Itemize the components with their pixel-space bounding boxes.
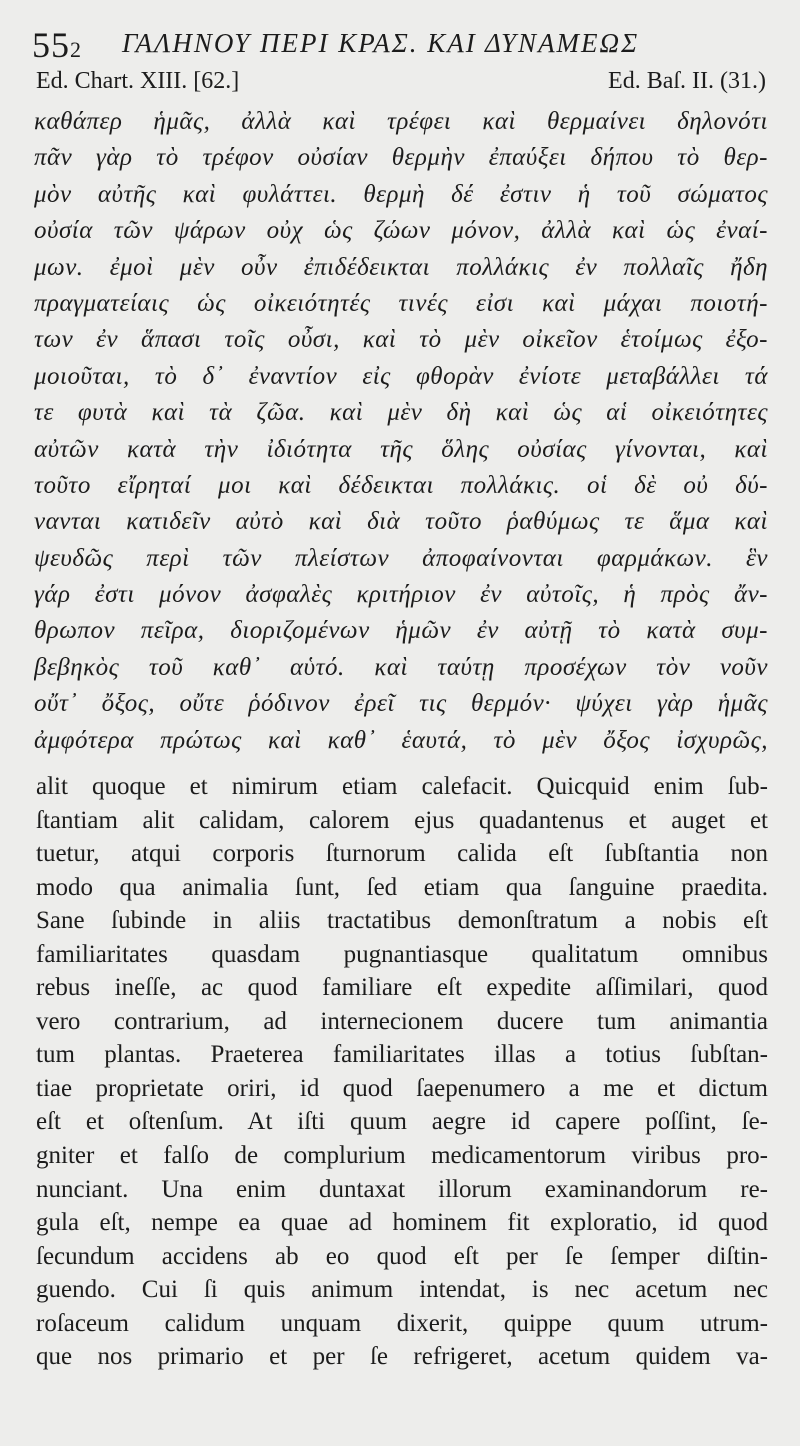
greek-line: θρωπον πεῖρα, διοριζομένων ἡμῶν ἐν αὐτῇ τὸ κατὰ συμ- xyxy=(34,617,768,645)
greek-line: γάρ ἐστι μόνον ἀσφαλὲς κριτήριον ἐν αὐτοῖς, ἡ πρὸς ἄν- xyxy=(34,581,768,609)
greek-line: πραγματείαις ὡς οἰκειότητές τινές εἰσι καὶ μάχαι ποιοτή- xyxy=(34,289,768,317)
edition-chartier-ref: Ed. Chart. XIII. [62.] xyxy=(36,68,240,94)
latin-line: que nos primario et per ſe refrigeret, acetum quidem va- xyxy=(36,1343,768,1371)
greek-line: καθάπερ ἡμᾶς, ἀλλὰ καὶ τρέφει καὶ θερμαίνει δηλονότι xyxy=(34,108,768,135)
greek-line: μὸν αὐτῆς καὶ φυλάττει. θερμὴ δέ ἐστιν ἡ τοῦ σώματος xyxy=(34,180,768,208)
greek-line: ψευδῶς περὶ τῶν πλείστων ἀποφαίνονται φαρμάκων. ἓν xyxy=(34,544,768,572)
greek-line: ἀμφότερα πρώτως καὶ καθ᾽ ἑαυτά, τὸ μὲν ὄξος ἰσχυρῶς, xyxy=(34,726,768,754)
latin-line: alit quoque et nimirum etiam calefacit. Quicquid enim ſub- xyxy=(36,773,768,800)
greek-line: μων. ἐμοὶ μὲν οὖν ἐπιδέδεικται πολλάκις ἐν πολλαῖς ἤδη xyxy=(34,253,768,281)
latin-line: eſt et oſtenſum. At iſti quum aegre id capere poſſint, ſe- xyxy=(36,1108,768,1136)
greek-text-block xyxy=(34,104,768,759)
latin-line: roſaceum calidum unquam dixerit, quippe quum utrum- xyxy=(36,1309,768,1337)
running-title: ΓΑΛΗΝΟΥ ΠΕΡΙ ΚΡΑΣ. ΚΑΙ ΔΥΝΑΜΕΩΣ xyxy=(122,28,640,58)
latin-line: familiaritates quasdam pugnantiasque qualitatum omnibus xyxy=(36,940,768,968)
greek-line: οὔτ᾽ ὄξος, οὔτε ῥόδινον ἐρεῖ τις θερμόν· ψύχει γὰρ ἡμᾶς xyxy=(34,690,768,718)
greek-line: αὐτῶν κατὰ τὴν ἰδιότητα τῆς ὅλης οὐσίας γίνονται, καὶ xyxy=(34,435,768,463)
greek-line: τε φυτὰ καὶ τὰ ζῶα. καὶ μὲν δὴ καὶ ὡς αἱ οἰκειότητες xyxy=(34,399,768,427)
page-number xyxy=(32,24,82,66)
greek-line: νανται κατιδεῖν αὐτὸ καὶ διὰ τοῦτο ῥαθύμως τε ἅμα καὶ xyxy=(34,508,768,536)
edition-basel-ref: Ed. Baſ. II. (31.) xyxy=(608,68,766,94)
latin-line: gniter et falſo de complurium medicamentorum viribus pro- xyxy=(36,1142,768,1170)
greek-line: μοιοῦται, τὸ δ᾽ ἐναντίον εἰς φθορὰν ἐνίοτε μεταβάλλει τά xyxy=(34,362,768,390)
greek-line: τοῦτο εἴρηταί μοι καὶ δέδεικται πολλάκις. οἱ δὲ οὐ δύ- xyxy=(34,471,768,499)
latin-line: rebus ineſſe, ac quod familiare eſt expedite aſſimilari, quod xyxy=(36,974,768,1002)
page-number-main: 55 xyxy=(32,25,70,65)
latin-line: ſtantiam alit calidam, calorem ejus quadantenus et auget et xyxy=(36,806,768,834)
latin-line: guendo. Cui ſi quis animum intendat, is nec acetum nec xyxy=(36,1276,768,1304)
greek-line: οὐσία τῶν ψάρων οὐχ ὡς ζώων μόνον, ἀλλὰ καὶ ὡς ἐναί- xyxy=(34,217,768,245)
latin-text-block xyxy=(36,770,768,1374)
page-number-sub: 2 xyxy=(70,37,82,62)
latin-line: nunciant. Una enim duntaxat illorum examinandorum re- xyxy=(36,1175,768,1203)
running-head xyxy=(30,18,770,68)
latin-line: tuetur, atqui corporis ſturnorum calida eſt ſubſtantia non xyxy=(36,840,768,868)
edition-references xyxy=(36,68,766,100)
latin-line: ſecundum accidens ab eo quod eſt per ſe ſemper diſtin- xyxy=(36,1242,768,1270)
latin-line: gula eſt, nempe ea quae ad hominem fit exploratio, id quod xyxy=(36,1209,768,1237)
latin-line: Sane ſubinde in aliis tractatibus demonſtratum a nobis eſt xyxy=(36,907,768,935)
latin-line: tiae proprietate oriri, id quod ſaepenumero a me et dictum xyxy=(36,1074,768,1102)
greek-line: βεβηκὸς τοῦ καθ᾽ αὑτό. καὶ ταύτῃ προσέχων τὸν νοῦν xyxy=(34,653,768,681)
latin-line: tum plantas. Praeterea familiaritates illas a totius ſubſtan- xyxy=(36,1041,768,1069)
latin-line: modo qua animalia ſunt, ſed etiam qua ſanguine praedita. xyxy=(36,873,768,901)
latin-line: vero contrarium, ad internecionem ducere tum animantia xyxy=(36,1007,768,1035)
greek-line: των ἐν ἅπασι τοῖς οὖσι, καὶ τὸ μὲν οἰκεῖον ἑτοίμως ἐξο- xyxy=(34,326,768,354)
greek-line: πᾶν γὰρ τὸ τρέφον οὐσίαν θερμὴν ἐπαύξει δήπου τὸ θερ- xyxy=(34,144,768,172)
